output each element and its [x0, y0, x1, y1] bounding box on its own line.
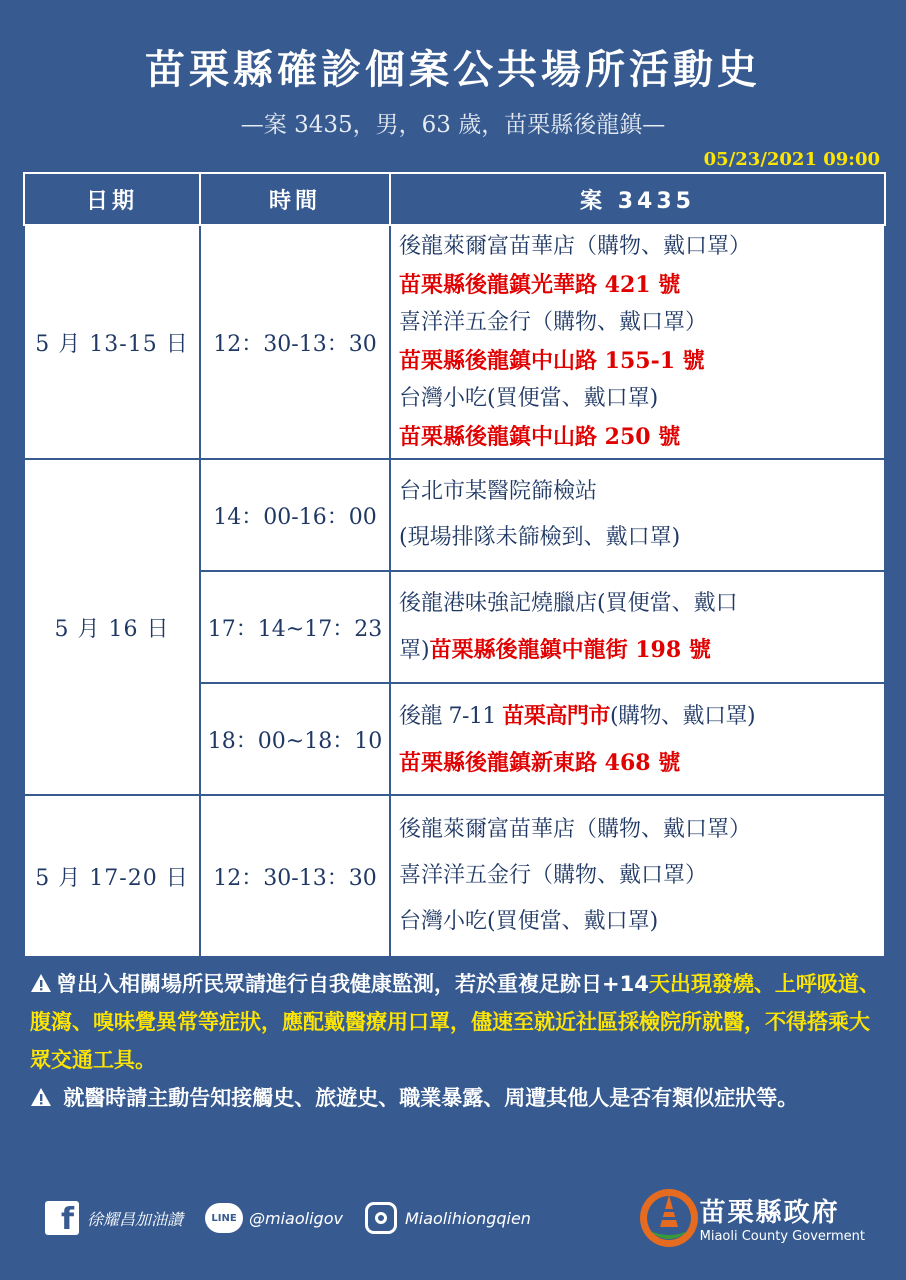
- government-name-en: Miaoli County Goverment: [699, 1229, 865, 1244]
- address-line: 苗栗縣後龍鎮光華路 421 號: [399, 272, 681, 298]
- government-logo: [638, 1187, 865, 1249]
- instagram-icon: [365, 1202, 397, 1234]
- address-line: 苗栗縣後龍鎮新東路 468 號: [399, 749, 681, 776]
- place-text: (購物、戴口罩): [609, 703, 756, 729]
- address-line: 苗栗縣後龍鎮中山路 250 號: [399, 424, 681, 450]
- government-name: [700, 1192, 865, 1244]
- instagram-label: Miaolihiongqien: [404, 1208, 531, 1228]
- place-text: 罩): [399, 637, 430, 663]
- time-cell: 17：14~17：23: [200, 571, 390, 683]
- notice-paragraph: [30, 1079, 880, 1117]
- table-row: [24, 225, 885, 459]
- header-time: 時間: [200, 173, 390, 225]
- date-cell: 5 月 17-20 日: [24, 795, 200, 957]
- table-header-row: [24, 173, 885, 225]
- government-name-zh: 苗栗縣政府: [699, 1198, 840, 1228]
- line-icon: LINE: [205, 1203, 243, 1233]
- time-cell: 14：00-16：00: [200, 459, 390, 571]
- place-cell: [390, 225, 885, 459]
- time-cell: 12：30-13：30: [200, 225, 390, 459]
- date-cell: 5 月 16 日: [24, 459, 200, 795]
- facebook-link[interactable]: [45, 1201, 183, 1235]
- store-text: 苗栗高門市: [502, 702, 610, 729]
- place-line: 後龍萊爾富苗華店（購物、戴口罩）: [399, 234, 752, 259]
- place-line: 喜洋洋五金行（購物、戴口罩）: [399, 863, 708, 888]
- place-cell: [390, 571, 885, 683]
- line-label: @miaoligov: [249, 1208, 343, 1228]
- facebook-icon: f: [45, 1201, 79, 1235]
- place-line: [399, 627, 876, 674]
- place-line: [399, 693, 876, 740]
- address-text: 苗栗縣後龍鎮中龍街 198 號: [429, 636, 711, 663]
- place-line: 台灣小吃(買便當、戴口罩): [399, 909, 659, 934]
- footer: [45, 1190, 865, 1246]
- date-cell: 5 月 13-15 日: [24, 225, 200, 459]
- notice-symptom-text: 天出現發燒、上呼吸道、腹瀉、嗅味覺異常等症狀，應配戴醫療用口罩，儘速至就近社區採檢院所就醫，不得搭乘大眾交通工具。: [30, 972, 880, 1072]
- place-cell: [390, 683, 885, 795]
- notice-text: 就醫時請主動告知接觸史、旅遊史、職業暴露、周遭其他人是否有類似症狀等。: [63, 1086, 799, 1110]
- time-cell: 12：30-13：30: [200, 795, 390, 957]
- place-line: 喜洋洋五金行（購物、戴口罩）: [399, 310, 708, 335]
- warning-icon: [30, 973, 52, 993]
- warning-icon: [30, 1087, 52, 1107]
- place-line: 台灣小吃(買便當、戴口罩): [399, 386, 659, 411]
- notice-text: 曾出入相關場所民眾請進行自我健康監測，若於重複足跡日+14: [56, 972, 649, 996]
- update-datestamp: 05/23/2021 09:00: [703, 149, 880, 170]
- facebook-label: 徐耀昌加油讚: [87, 1209, 184, 1229]
- page-title: 苗栗縣確診個案公共場所活動史: [145, 47, 761, 93]
- place-line: (現場排隊未篩檢到、戴口罩): [399, 525, 681, 550]
- place-cell: [390, 795, 885, 957]
- health-notice: [30, 965, 880, 1117]
- header-date: 日期: [24, 173, 200, 225]
- notice-paragraph: [30, 965, 880, 1079]
- place-line: 台北市某醫院篩檢站: [399, 479, 598, 504]
- table-row: [24, 459, 885, 571]
- place-text: 後龍 7-11: [399, 703, 503, 729]
- activity-table: [23, 172, 886, 958]
- header-case: 案 3435: [390, 173, 885, 225]
- place-line: 後龍港味強記燒臘店(買便當、戴口: [399, 590, 738, 616]
- line-link[interactable]: [205, 1203, 343, 1233]
- address-line: 苗栗縣後龍鎮中山路 155-1 號: [399, 348, 705, 374]
- table-row: [24, 795, 885, 957]
- case-subtitle: —案 3435，男，63 歲，苗栗縣後龍鎮—: [240, 112, 666, 138]
- place-line: 後龍萊爾富苗華店（購物、戴口罩）: [399, 817, 752, 842]
- place-cell: [390, 459, 885, 571]
- time-cell: 18：00~18：10: [200, 683, 390, 795]
- county-emblem-icon: [638, 1187, 700, 1249]
- instagram-link[interactable]: [365, 1202, 531, 1234]
